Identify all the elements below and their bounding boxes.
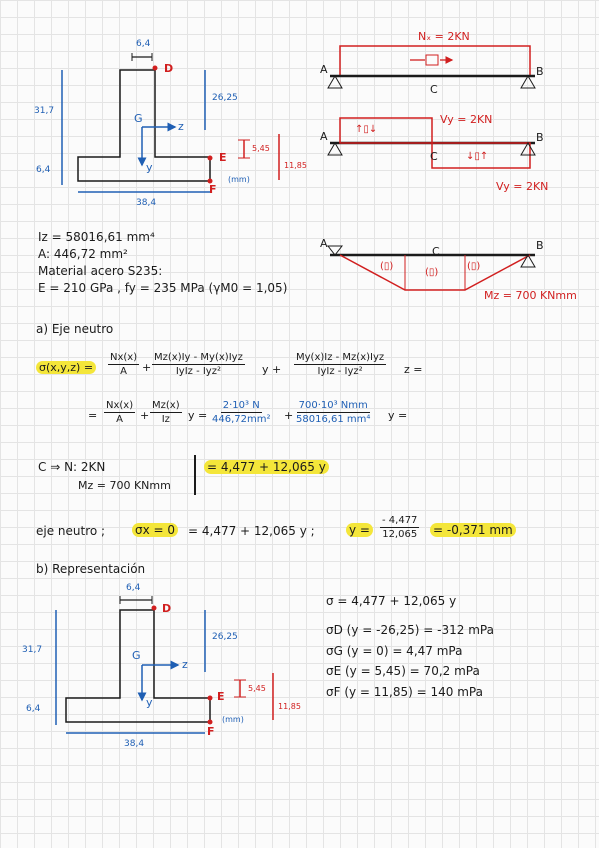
point-d-label: D xyxy=(164,62,174,75)
frac-my: My(x)Iz - Mz(x)Iyz IyIz - Iyz² xyxy=(296,352,385,377)
neutral-y: y = xyxy=(346,523,373,537)
frac-nx-a: $\frac{Nx(x)}{A}$ xyxy=(110,352,138,377)
moment-sign-3: (▯) xyxy=(467,261,481,272)
dim-38-2: 38,4 xyxy=(124,739,145,749)
axis-y-label-2: y xyxy=(146,696,153,709)
dim-38: 38,4 xyxy=(136,198,157,208)
prop-material: Material acero S235: xyxy=(38,264,163,278)
stress-e: σE (y = 5,45) = 70,2 mPa xyxy=(326,664,480,678)
unit-label-2: (mm) xyxy=(222,715,244,724)
moment-sign-1: (▯) xyxy=(380,261,394,272)
support-a-3: A xyxy=(320,237,328,250)
point-c-3: C xyxy=(432,245,440,258)
support-b-1: B xyxy=(536,65,544,78)
dim-11-85: 11,85 xyxy=(284,161,307,170)
dim-6-4-2: 6,4 xyxy=(26,704,41,714)
c-line-2: Mz = 700 KNmm xyxy=(78,479,171,492)
stress-equation: σ = 4,477 + 12,065 y xyxy=(326,594,457,608)
point-c-1: C xyxy=(430,83,438,96)
dim-top-width-2: 6,4 xyxy=(126,583,141,593)
shear-label-top: Vy = 2KN xyxy=(440,113,493,126)
point-g-label: G xyxy=(134,112,143,125)
unit-label: (mm) xyxy=(228,175,250,184)
t-section-2 xyxy=(56,596,273,733)
stress-f: σF (y = 11,85) = 140 mPa xyxy=(326,685,483,699)
prop-steel: E = 210 GPa , fy = 235 MPa (γM0 = 1,05) xyxy=(38,281,288,295)
shear-label-bottom: Vy = 2KN xyxy=(496,180,549,193)
frac-mz-b: $\frac{Mz(x)}{Iz}$ xyxy=(152,400,180,425)
plus-3: + xyxy=(284,409,294,422)
plus-1: + xyxy=(142,361,152,374)
shear-sign-pos: ↑▯↓ xyxy=(355,124,378,135)
y-eq-2: y = xyxy=(388,409,408,422)
point-f-label-2: F xyxy=(207,725,215,738)
sigma-zero: σx = 0 xyxy=(132,523,178,537)
dim-top-width: 6,4 xyxy=(136,39,151,49)
point-g-label-2: G xyxy=(132,649,141,662)
frac-mz: Mz(x)Iy - My(x)Iyz IyIz - Iyz² xyxy=(154,352,243,377)
sigma-label: σ(x,y,z) = xyxy=(36,361,96,374)
prop-iz: Iz = 58016,61 mm⁴ xyxy=(38,230,155,244)
moment-label: Mz = 700 KNmm xyxy=(484,289,577,302)
axis-y-label: y xyxy=(146,161,153,174)
dim-5-45-2: 5,45 xyxy=(248,684,266,693)
shear-sign-neg: ↓▯↑ xyxy=(466,151,489,162)
moment-sign-2: (▯) xyxy=(425,267,439,278)
stress-d: σD (y = -26,25) = -312 mPa xyxy=(326,623,494,637)
frac-num-n: $\frac{\text{2·10³ N}}{\text{446,72mm²}}$ xyxy=(212,400,271,425)
neutral-result: = -0,371 mm xyxy=(430,523,516,537)
dim-31-2: 31,7 xyxy=(22,645,43,655)
y-plus: y + xyxy=(262,363,282,376)
dim-6-4: 6,4 xyxy=(36,165,51,175)
neutral-mid: = 4,477 + 12,065 y ; xyxy=(188,524,315,538)
divider xyxy=(194,455,196,495)
point-e-label: E xyxy=(219,151,227,164)
z-eq: z = xyxy=(404,363,423,376)
axis-z-label: z xyxy=(178,120,184,133)
c-line-1: C ⇒ N: 2KN xyxy=(38,460,106,474)
dim-11-85-2: 11,85 xyxy=(278,702,301,711)
axial-force-label: Nₓ = 2KN xyxy=(418,30,470,43)
point-c-2: C xyxy=(430,150,438,163)
result-highlight: = 4,477 + 12,065 y xyxy=(204,460,329,474)
y-eq-1: y = xyxy=(188,409,208,422)
support-a-1: A xyxy=(320,63,328,76)
frac-num-m: 700·10³ Nmm 58016,61 mm⁴ xyxy=(296,400,371,425)
dim-31: 31,7 xyxy=(34,106,55,116)
point-e-label-2: E xyxy=(217,690,225,703)
point-f-label: F xyxy=(209,183,217,196)
frac-neutral: $\frac{- 4,477}{12,065}$ xyxy=(382,515,418,540)
eq2-lead: = xyxy=(88,409,98,422)
point-d-label-2: D xyxy=(162,602,172,615)
stress-g: σG (y = 0) = 4,47 mPa xyxy=(326,644,463,658)
heading-a: a) Eje neutro xyxy=(36,322,114,336)
prop-area: A: 446,72 mm² xyxy=(38,247,128,261)
heading-b: b) Representación xyxy=(36,562,146,576)
dim-5-45: 5,45 xyxy=(252,144,270,153)
support-a-2: A xyxy=(320,130,328,143)
dim-26: 26,25 xyxy=(212,93,238,103)
support-b-2: B xyxy=(536,131,544,144)
dim-26-2: 26,25 xyxy=(212,632,238,642)
plus-2: + xyxy=(140,409,150,422)
neutral-lead: eje neutro ; xyxy=(36,524,106,538)
frac-nx-b: $\frac{Nx(x)}{A}$ xyxy=(106,400,134,425)
axis-z-label-2: z xyxy=(182,658,188,671)
support-b-3: B xyxy=(536,239,544,252)
